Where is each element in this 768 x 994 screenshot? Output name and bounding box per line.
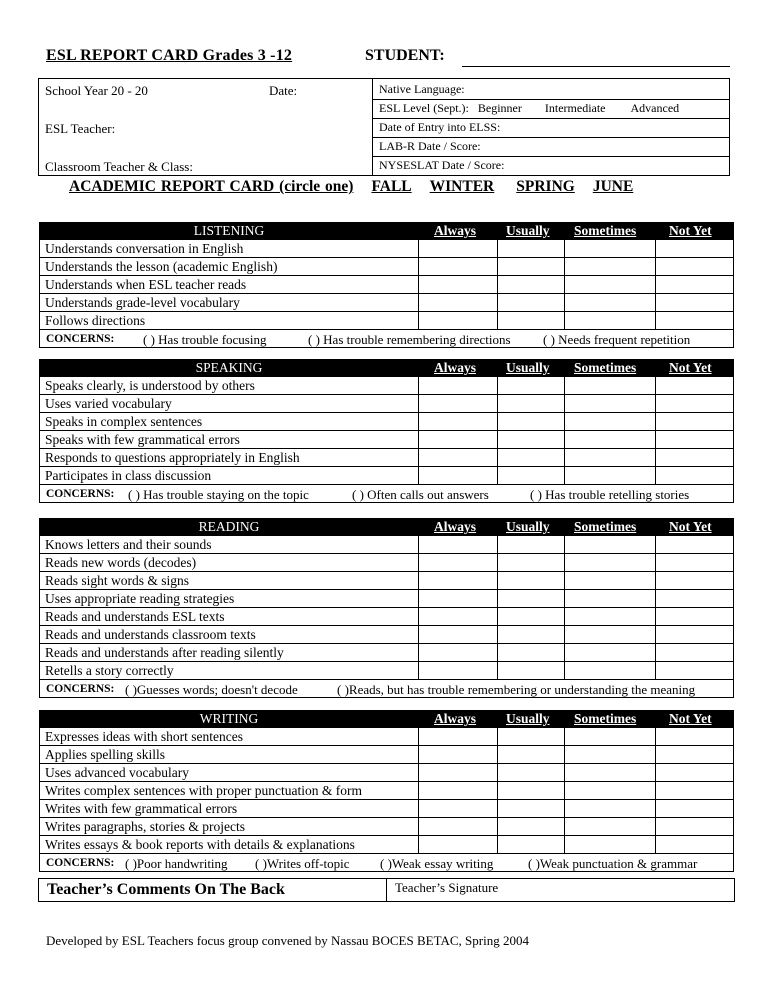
column-header: Always xyxy=(434,519,477,534)
column-header: Not Yet xyxy=(669,519,712,534)
concerns-row xyxy=(39,330,734,348)
rating-cell-always[interactable] xyxy=(419,554,497,571)
rating-cell-not-yet[interactable] xyxy=(656,836,734,853)
esl-level-beginner[interactable]: Beginner xyxy=(477,101,522,115)
column-header: Sometimes xyxy=(574,360,637,375)
skill-row xyxy=(39,258,734,276)
rating-cell-not-yet[interactable] xyxy=(656,590,734,607)
rating-cell-usually[interactable] xyxy=(498,590,564,607)
rating-cell-not-yet[interactable] xyxy=(656,782,734,799)
section-title: READING xyxy=(198,519,260,534)
rating-cell-sometimes[interactable] xyxy=(565,662,655,679)
concern-option[interactable]: ( ) Has trouble staying on the topic xyxy=(128,487,309,502)
rating-cell-always[interactable] xyxy=(419,294,497,311)
rating-cell-not-yet[interactable] xyxy=(656,449,734,466)
rating-cell-always[interactable] xyxy=(419,608,497,625)
rating-cell-usually[interactable] xyxy=(498,818,564,835)
concern-option[interactable]: ( ) Has trouble focusing xyxy=(143,332,267,347)
rating-cell-usually[interactable] xyxy=(498,395,564,412)
column-header: Usually xyxy=(506,360,550,375)
rating-cell-not-yet[interactable] xyxy=(656,626,734,643)
rating-cell-usually[interactable] xyxy=(498,449,564,466)
rating-cell-always[interactable] xyxy=(419,449,497,466)
skill-label: Understands conversation in English xyxy=(45,241,244,256)
native-language-field[interactable]: Native Language: xyxy=(379,82,465,96)
rating-cell-usually[interactable] xyxy=(498,728,564,745)
rating-cell-usually[interactable] xyxy=(498,258,564,275)
skill-label: Responds to questions appropriately in English xyxy=(45,450,300,465)
term-june[interactable]: JUNE xyxy=(592,178,634,195)
skill-row xyxy=(39,312,734,330)
skill-label: Reads and understands ESL texts xyxy=(45,609,225,624)
rating-cell-not-yet[interactable] xyxy=(656,258,734,275)
rating-cell-not-yet[interactable] xyxy=(656,377,734,394)
skill-label: Reads and understands classroom texts xyxy=(45,627,256,642)
rating-cell-always[interactable] xyxy=(419,800,497,817)
rating-cell-usually[interactable] xyxy=(498,608,564,625)
skill-row xyxy=(39,764,734,782)
concern-option[interactable]: ( )Weak punctuation & grammar xyxy=(528,856,698,871)
skill-row xyxy=(39,662,734,680)
skill-row xyxy=(39,431,734,449)
rating-cell-usually[interactable] xyxy=(498,536,564,553)
rating-cell-always[interactable] xyxy=(419,395,497,412)
rating-cell-sometimes[interactable] xyxy=(565,836,655,853)
rating-cell-sometimes[interactable] xyxy=(565,449,655,466)
rating-cell-always[interactable] xyxy=(419,626,497,643)
concern-option[interactable]: ( ) Has trouble retelling stories xyxy=(530,487,690,502)
rating-cell-sometimes[interactable] xyxy=(565,590,655,607)
concerns-row xyxy=(39,680,734,698)
rating-cell-not-yet[interactable] xyxy=(656,276,734,293)
rating-cell-sometimes[interactable] xyxy=(565,572,655,589)
rating-cell-sometimes[interactable] xyxy=(565,240,655,257)
column-header: Always xyxy=(434,223,477,238)
skill-label: Participates in class discussion xyxy=(45,468,212,483)
rating-cell-always[interactable] xyxy=(419,836,497,853)
skill-row xyxy=(39,467,734,485)
rating-cell-sometimes[interactable] xyxy=(565,377,655,394)
concern-option[interactable]: ( )Weak essay writing xyxy=(380,856,494,871)
rating-cell-sometimes[interactable] xyxy=(565,608,655,625)
concern-option[interactable]: ( )Reads, but has trouble remembering or understanding the meaning xyxy=(337,682,696,697)
rating-cell-always[interactable] xyxy=(419,818,497,835)
rating-cell-usually[interactable] xyxy=(498,377,564,394)
rating-cell-usually[interactable] xyxy=(498,662,564,679)
rating-cell-usually[interactable] xyxy=(498,294,564,311)
column-header: Usually xyxy=(506,711,550,726)
skill-row xyxy=(39,554,734,572)
rating-cell-usually[interactable] xyxy=(498,626,564,643)
concerns-label: CONCERNS: xyxy=(46,683,115,695)
concern-option[interactable]: ( )Poor handwriting xyxy=(125,856,228,871)
rating-cell-not-yet[interactable] xyxy=(656,413,734,430)
column-header: Sometimes xyxy=(574,711,637,726)
rating-cell-sometimes[interactable] xyxy=(565,395,655,412)
rating-cell-always[interactable] xyxy=(419,662,497,679)
skill-label: Writes essays & book reports with details & explanations xyxy=(45,837,355,852)
skill-row xyxy=(39,746,734,764)
skill-label: Reads and understands after reading silently xyxy=(45,645,284,660)
skill-row xyxy=(39,536,734,554)
section-header xyxy=(39,710,734,728)
report-card-title: ESL REPORT CARD Grades 3 -12 xyxy=(46,47,293,64)
rating-cell-always[interactable] xyxy=(419,467,497,484)
rating-cell-usually[interactable] xyxy=(498,644,564,661)
skill-row xyxy=(39,449,734,467)
info-divider xyxy=(372,79,373,175)
signature-row xyxy=(38,878,735,902)
section-listening xyxy=(39,222,734,348)
skill-row xyxy=(39,240,734,258)
section-header xyxy=(39,222,734,240)
rating-cell-always[interactable] xyxy=(419,536,497,553)
rating-cell-not-yet[interactable] xyxy=(656,536,734,553)
rating-cell-usually[interactable] xyxy=(498,467,564,484)
section-reading xyxy=(39,518,734,698)
column-header: Not Yet xyxy=(669,360,712,375)
skill-label: Understands grade-level vocabulary xyxy=(45,295,240,310)
rating-cell-sometimes[interactable] xyxy=(565,276,655,293)
concerns-label: CONCERNS: xyxy=(46,333,115,345)
skill-row xyxy=(39,572,734,590)
rating-cell-not-yet[interactable] xyxy=(656,312,734,329)
rating-cell-sometimes[interactable] xyxy=(565,536,655,553)
skill-label: Understands when ESL teacher reads xyxy=(45,277,247,292)
rating-cell-not-yet[interactable] xyxy=(656,431,734,448)
student-label: STUDENT: xyxy=(365,47,445,64)
skill-label: Speaks in complex sentences xyxy=(45,414,203,429)
rating-cell-always[interactable] xyxy=(419,312,497,329)
rating-cell-always[interactable] xyxy=(419,764,497,781)
nyseslat-field[interactable]: NYSESLAT Date / Score: xyxy=(379,158,505,172)
skill-label: Uses appropriate reading strategies xyxy=(45,591,235,606)
rating-cell-always[interactable] xyxy=(419,644,497,661)
skill-row xyxy=(39,590,734,608)
concern-option[interactable]: ( ) Often calls out answers xyxy=(352,487,489,502)
school-year-field[interactable]: School Year 20 - 20 xyxy=(45,83,148,98)
rating-cell-not-yet[interactable] xyxy=(656,608,734,625)
teacher-comments-label: Teacher’s Comments On The Back xyxy=(47,881,285,898)
term-spring[interactable]: SPRING xyxy=(516,178,575,195)
concerns-row xyxy=(39,485,734,503)
rating-cell-usually[interactable] xyxy=(498,746,564,763)
column-header: Sometimes xyxy=(574,519,637,534)
rating-cell-usually[interactable] xyxy=(498,431,564,448)
teacher-signature-field[interactable]: Teacher’s Signature xyxy=(395,880,499,895)
rating-cell-usually[interactable] xyxy=(498,572,564,589)
student-name-line[interactable] xyxy=(462,66,730,67)
rating-cell-usually[interactable] xyxy=(498,276,564,293)
skill-row xyxy=(39,377,734,395)
skill-label: Speaks with few grammatical errors xyxy=(45,432,240,447)
skill-row xyxy=(39,782,734,800)
skill-row xyxy=(39,818,734,836)
rating-cell-sometimes[interactable] xyxy=(565,818,655,835)
date-field[interactable]: Date: xyxy=(269,83,298,98)
skill-label: Follows directions xyxy=(45,313,146,328)
rating-cell-always[interactable] xyxy=(419,590,497,607)
skill-row xyxy=(39,836,734,854)
rating-cell-sometimes[interactable] xyxy=(565,258,655,275)
esl-level-advanced[interactable]: Advanced xyxy=(630,101,680,115)
skill-label: Writes paragraphs, stories & projects xyxy=(45,819,246,834)
skill-label: Knows letters and their sounds xyxy=(45,537,212,552)
rating-cell-sometimes[interactable] xyxy=(565,554,655,571)
column-header: Not Yet xyxy=(669,223,712,238)
rating-cell-always[interactable] xyxy=(419,746,497,763)
column-header: Always xyxy=(434,711,477,726)
rating-cell-sometimes[interactable] xyxy=(565,294,655,311)
classroom-teacher-field[interactable]: Classroom Teacher & Class: xyxy=(45,159,193,174)
skill-row xyxy=(39,413,734,431)
rating-cell-usually[interactable] xyxy=(498,800,564,817)
rating-cell-not-yet[interactable] xyxy=(656,800,734,817)
column-header: Usually xyxy=(506,519,550,534)
skill-label: Writes complex sentences with proper punctuation & form xyxy=(45,783,362,798)
esl-level-field[interactable] xyxy=(379,101,679,116)
academic-title: ACADEMIC REPORT CARD (circle one) xyxy=(69,178,354,195)
rating-cell-sometimes[interactable] xyxy=(565,782,655,799)
rating-cell-sometimes[interactable] xyxy=(565,626,655,643)
skill-label: Uses varied vocabulary xyxy=(45,396,172,411)
column-header: Always xyxy=(434,360,477,375)
rating-cell-sometimes[interactable] xyxy=(565,728,655,745)
lab-r-field[interactable]: LAB-R Date / Score: xyxy=(379,139,481,153)
skill-label: Applies spelling skills xyxy=(45,747,166,762)
rating-cell-usually[interactable] xyxy=(498,312,564,329)
skill-row xyxy=(39,276,734,294)
rating-cell-usually[interactable] xyxy=(498,782,564,799)
rating-cell-always[interactable] xyxy=(419,413,497,430)
rating-cell-not-yet[interactable] xyxy=(656,572,734,589)
rating-cell-always[interactable] xyxy=(419,377,497,394)
rating-cell-not-yet[interactable] xyxy=(656,554,734,571)
section-speaking xyxy=(39,359,734,503)
skill-label: Reads new words (decodes) xyxy=(45,555,197,570)
rating-cell-not-yet[interactable] xyxy=(656,395,734,412)
skill-label: Writes with few grammatical errors xyxy=(45,801,238,816)
rating-cell-usually[interactable] xyxy=(498,554,564,571)
section-header xyxy=(39,359,734,377)
column-header: Sometimes xyxy=(574,223,637,238)
concern-option[interactable]: ( )Writes off-topic xyxy=(255,856,350,871)
rating-cell-usually[interactable] xyxy=(498,413,564,430)
rating-cell-sometimes[interactable] xyxy=(565,431,655,448)
rating-cell-sometimes[interactable] xyxy=(565,800,655,817)
academic-report-heading xyxy=(69,178,633,196)
skill-row xyxy=(39,728,734,746)
rating-cell-sometimes[interactable] xyxy=(565,644,655,661)
esl-level-intermediate[interactable]: Intermediate xyxy=(544,101,606,115)
skill-label: Retells a story correctly xyxy=(45,663,174,678)
skill-row xyxy=(39,644,734,662)
rating-cell-not-yet[interactable] xyxy=(656,662,734,679)
skill-row xyxy=(39,626,734,644)
student-info-box xyxy=(38,78,730,176)
term-winter[interactable]: WINTER xyxy=(429,178,495,195)
term-fall[interactable]: FALL xyxy=(371,178,412,195)
rating-cell-always[interactable] xyxy=(419,258,497,275)
rating-cell-always[interactable] xyxy=(419,728,497,745)
skill-label: Expresses ideas with short sentences xyxy=(45,729,243,744)
credit-line: Developed by ESL Teachers focus group convened by Nassau BOCES BETAC, Spring 2004 xyxy=(46,933,529,948)
rating-cell-not-yet[interactable] xyxy=(656,818,734,835)
skill-row xyxy=(39,800,734,818)
rating-cell-usually[interactable] xyxy=(498,240,564,257)
rating-cell-always[interactable] xyxy=(419,276,497,293)
rating-cell-usually[interactable] xyxy=(498,836,564,853)
rating-cell-not-yet[interactable] xyxy=(656,746,734,763)
rating-cell-always[interactable] xyxy=(419,240,497,257)
rating-cell-not-yet[interactable] xyxy=(656,240,734,257)
esl-level-label: ESL Level (Sept.): xyxy=(379,101,469,115)
concerns-label: CONCERNS: xyxy=(46,857,115,869)
rating-cell-always[interactable] xyxy=(419,431,497,448)
skill-row xyxy=(39,294,734,312)
rating-cell-sometimes[interactable] xyxy=(565,312,655,329)
rating-cell-always[interactable] xyxy=(419,782,497,799)
rating-cell-not-yet[interactable] xyxy=(656,467,734,484)
section-header xyxy=(39,518,734,536)
skill-row xyxy=(39,395,734,413)
section-title: WRITING xyxy=(199,711,259,726)
rating-cell-usually[interactable] xyxy=(498,764,564,781)
rating-cell-always[interactable] xyxy=(419,572,497,589)
rating-cell-not-yet[interactable] xyxy=(656,728,734,745)
column-header: Usually xyxy=(506,223,550,238)
rating-cell-not-yet[interactable] xyxy=(656,294,734,311)
column-header: Not Yet xyxy=(669,711,712,726)
rating-cell-not-yet[interactable] xyxy=(656,764,734,781)
date-of-entry-field[interactable]: Date of Entry into ELSS: xyxy=(379,120,501,134)
skill-row xyxy=(39,608,734,626)
skill-label: Understands the lesson (academic English) xyxy=(45,259,278,274)
concern-option[interactable]: ( ) Has trouble remembering directions xyxy=(308,332,511,347)
section-writing xyxy=(39,710,734,872)
concerns-label: CONCERNS: xyxy=(46,488,115,500)
concerns-row xyxy=(39,854,734,872)
esl-teacher-field[interactable]: ESL Teacher: xyxy=(45,121,116,136)
section-title: SPEAKING xyxy=(195,360,263,375)
skill-label: Reads sight words & signs xyxy=(45,573,190,588)
rating-cell-not-yet[interactable] xyxy=(656,644,734,661)
section-title: LISTENING xyxy=(193,223,265,238)
concern-option[interactable]: ( )Guesses words; doesn't decode xyxy=(125,682,298,697)
rating-cell-sometimes[interactable] xyxy=(565,467,655,484)
concern-option[interactable]: ( ) Needs frequent repetition xyxy=(543,332,691,347)
skill-label: Speaks clearly, is understood by others xyxy=(45,378,255,393)
skill-label: Uses advanced vocabulary xyxy=(45,765,189,780)
rating-cell-sometimes[interactable] xyxy=(565,746,655,763)
rating-cell-sometimes[interactable] xyxy=(565,413,655,430)
rating-cell-sometimes[interactable] xyxy=(565,764,655,781)
